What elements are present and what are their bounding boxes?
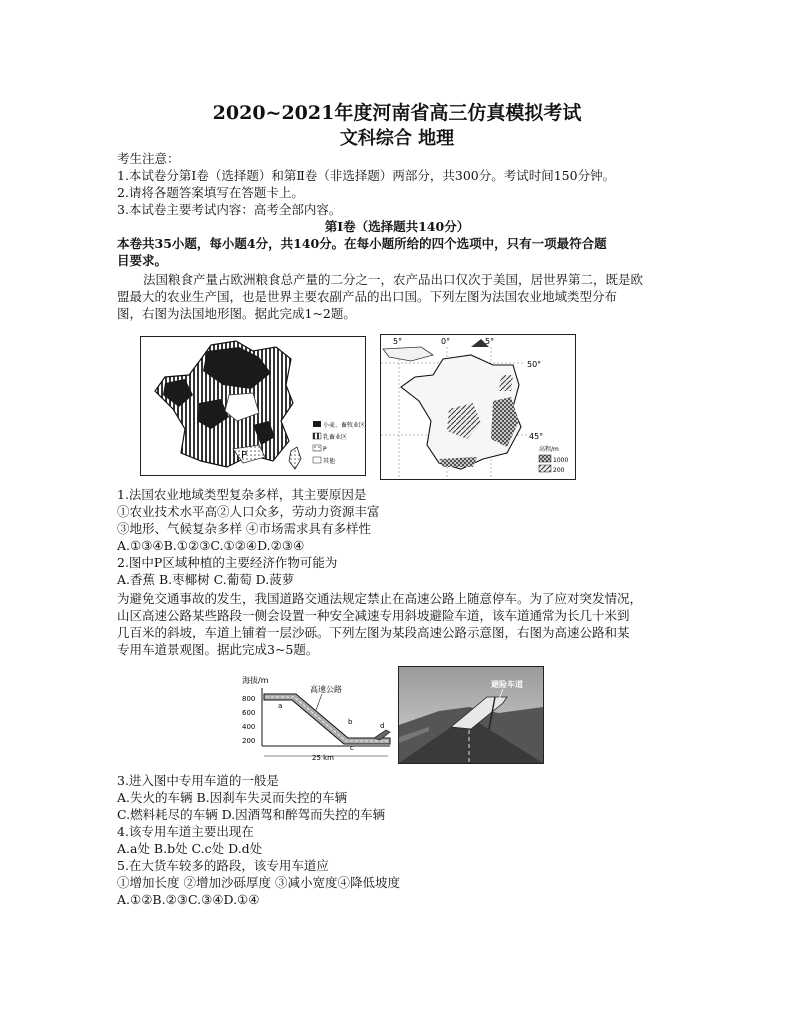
latitude-label: 50° bbox=[527, 360, 542, 369]
passage-line: 几百米的斜坡，车道上铺着一层沙砾。下列左图为某段高速公路示意图，右图为高速公路和某 bbox=[117, 625, 630, 640]
legend-label: 其他 bbox=[323, 458, 336, 465]
highway-profile-diagram bbox=[240, 674, 392, 764]
legend-value: 1000 bbox=[553, 457, 569, 464]
legend-label: 乳畜业区 bbox=[323, 434, 348, 441]
highway-profile-svg bbox=[240, 674, 392, 764]
question-option-line: ①农业技术水平高②人口众多，劳动力资源丰富 bbox=[117, 504, 380, 519]
section-instruction: 目要求。 bbox=[117, 253, 168, 268]
longitude-label: 5° bbox=[485, 337, 495, 346]
notice-item: 2.请将各题答案填写在答题卡上。 bbox=[117, 185, 304, 200]
passage-line: 图，右图为法国地形图。据此完成1~2题。 bbox=[117, 306, 356, 321]
region-label-p: P bbox=[241, 450, 248, 461]
question-options: A.①②B.②③C.③④D.①④ bbox=[117, 892, 260, 907]
exam-title: 2020~2021年度河南省高三仿真模拟考试 bbox=[212, 102, 582, 124]
road-label: 高速公路 bbox=[310, 685, 342, 694]
question-stem: 3.进入图中专用车道的一般是 bbox=[117, 773, 279, 788]
question-options: A.①③④B.①②③C.①②④D.②③④ bbox=[117, 538, 305, 553]
longitude-label: 5° bbox=[393, 337, 403, 346]
britain-coast bbox=[383, 347, 433, 361]
passage-line: 山区高速公路某些路段一侧会设置一种安全减速专用斜坡避险车道，该车道通常为长几十米到 bbox=[117, 608, 630, 623]
legend-label: 小麦、畜牧业区 bbox=[323, 422, 365, 429]
legend-value: 200 bbox=[553, 467, 565, 474]
question-stem: 1.法国农业地域类型复杂多样，其主要原因是 bbox=[117, 487, 367, 502]
legend-title: 高程/m bbox=[539, 446, 559, 453]
legend-swatch-other bbox=[313, 457, 321, 463]
longitude-label: 0° bbox=[441, 337, 451, 346]
axis-label: 海拔/m bbox=[242, 676, 269, 685]
france-terrain-map bbox=[380, 334, 576, 480]
question-options: A.香蕉 B.枣椰树 C.葡萄 D.菠萝 bbox=[117, 572, 295, 587]
france-agriculture-map-svg bbox=[141, 337, 365, 475]
distance-label: 25 km bbox=[312, 754, 335, 762]
exam-subtitle: 文科综合 地理 bbox=[339, 128, 455, 149]
vosges bbox=[499, 375, 513, 391]
question-stem: 5.在大货车较多的路段，该专用车道应 bbox=[117, 858, 329, 873]
question-options: A.a处 B.b处 C.c处 D.d处 bbox=[117, 841, 263, 856]
point-label: d bbox=[380, 722, 385, 730]
notice-item: 3.本试卷主要考试内容：高考全部内容。 bbox=[117, 202, 342, 217]
question-option-line: ③地形、气候复杂多样 ④市场需求具有多样性 bbox=[117, 521, 371, 536]
legend-swatch-wheat bbox=[313, 421, 321, 427]
point-label: b bbox=[348, 718, 353, 726]
latitude-label: 45° bbox=[529, 432, 544, 441]
passage-line: 盟最大的农业生产国，也是世界主要农副产品的出口国。下列左图为法国农业地域类型分布 bbox=[117, 289, 618, 304]
france-terrain-map-svg bbox=[381, 335, 575, 479]
question-stem: 2.图中P区域种植的主要经济作物可能为 bbox=[117, 555, 338, 570]
notice-item: 1.本试卷分第Ⅰ卷（选择题）和第Ⅱ卷（非选择题）两部分，共300分。考试时间150分钟。 bbox=[117, 168, 616, 183]
ramp-sign-text: 避险车道 bbox=[491, 680, 523, 689]
passage-line: 为避免交通事故的发生，我国道路交通法规定禁止在高速公路上随意停车。为了应对突发情况， bbox=[117, 591, 643, 606]
point-label: a bbox=[278, 702, 283, 710]
legend-label: P bbox=[323, 446, 327, 453]
y-tick: 800 bbox=[242, 695, 256, 703]
y-tick: 200 bbox=[242, 737, 256, 745]
escape-ramp-photo bbox=[398, 666, 544, 764]
escape-ramp-photo-svg bbox=[399, 667, 543, 763]
corsica-island bbox=[289, 447, 301, 469]
y-tick: 600 bbox=[242, 709, 256, 717]
question-option-line: ①增加长度 ②增加沙砾厚度 ③减小宽度④降低坡度 bbox=[117, 875, 400, 890]
section-title: 第Ⅰ卷（选择题共140分） bbox=[324, 219, 470, 234]
legend-swatch-dairy bbox=[313, 433, 321, 439]
question-stem: 4.该专用车道主要出现在 bbox=[117, 824, 254, 839]
point-label: c bbox=[350, 744, 354, 752]
y-tick: 400 bbox=[242, 723, 256, 731]
passage-line: 法国粮食产量占欧洲粮食总产量的二分之一，农产品出口仅次于美国，居世界第二，既是欧 bbox=[143, 272, 644, 287]
notice-heading: 考生注意： bbox=[117, 151, 180, 166]
legend-swatch-p bbox=[313, 445, 321, 451]
road-profile bbox=[264, 694, 390, 744]
question-options: C.燃料耗尽的车辆 D.因酒驾和醉驾而失控的车辆 bbox=[117, 807, 386, 822]
section-instruction: 本卷共35小题，每小题4分，共140分。在每小题所给的四个选项中，只有一项最符合题 bbox=[117, 236, 607, 251]
passage-line: 专用车道景观图。据此完成3~5题。 bbox=[117, 642, 319, 657]
question-options: A.失火的车辆 B.因刹车失灵而失控的车辆 bbox=[117, 790, 348, 805]
france-agriculture-map bbox=[140, 336, 366, 476]
